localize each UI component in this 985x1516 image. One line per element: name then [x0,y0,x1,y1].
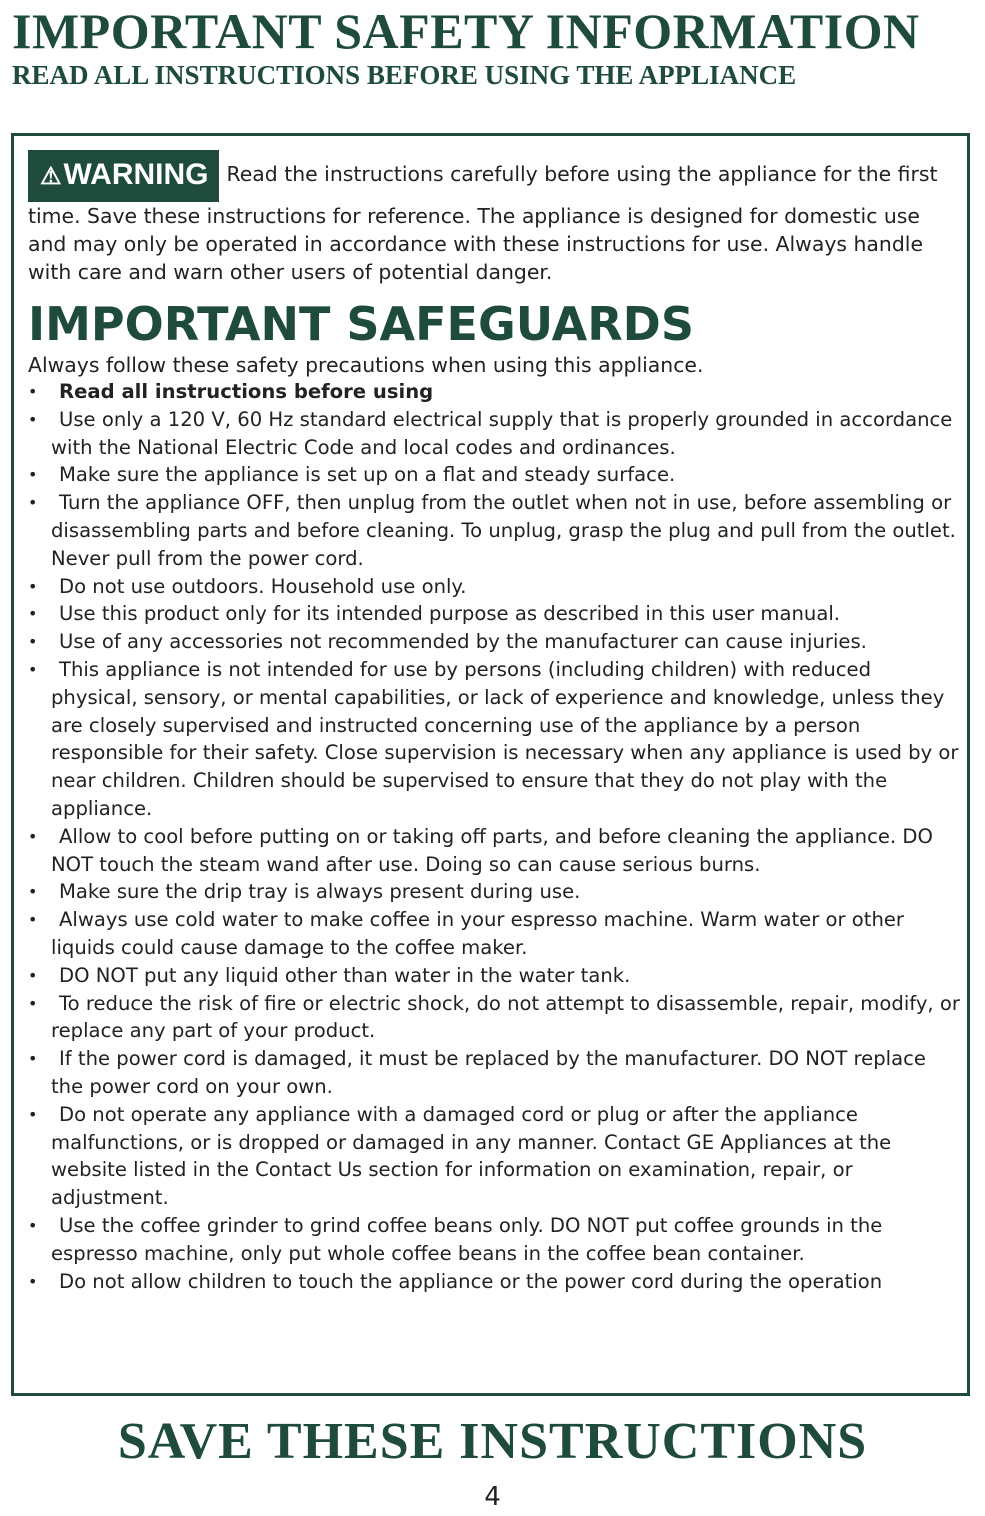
bullet-icon: • [28,382,38,401]
save-instructions-heading: SAVE THESE INSTRUCTIONS [117,1413,868,1470]
safeguards-title: IMPORTANT SAFEGUARDS [28,297,694,351]
bullet-icon: • [28,965,38,985]
list-item: • Use only a 120 V, 60 Hz standard electrical supply that is properly grounded in accordance with the National Electric Code and local codes and ordinances. [28,407,953,459]
list-item: • Do not use outdoors. Household use only. [28,573,963,601]
list-item: • If the power cord is damaged, it must be replaced by the manufacturer. DO NOT replace the power cord on your own. [28,1047,926,1098]
warning-triangle-icon: ⚠ [40,163,62,190]
bullet-icon: • [28,1215,38,1235]
page-title: IMPORTANT SAFETY INFORMATION [12,3,920,59]
safeguards-intro: Always follow these safety precautions when using this appliance. [28,353,704,377]
bullet-icon: • [28,1271,38,1291]
bullet-icon: • [28,826,38,846]
bullet-icon: • [28,493,38,513]
bullet-icon: • [28,632,38,652]
bullet-icon: • [28,882,38,902]
list-item: • Always use cold water to make coffee in your espresso machine. Warm water or other liquids could cause damage to the coffee maker. [28,908,904,959]
list-item: • Allow to cool before putting on or taking off parts, and before cleaning the appliance. DO NOT touch the steam wand after use. Doing so can cause serious burns. [28,824,933,876]
list-item: • DO NOT put any liquid other than water in the water tank. [28,962,963,990]
page-subtitle: READ ALL INSTRUCTIONS BEFORE USING THE APPLIANCE [12,60,797,90]
bullet-icon: • [28,910,38,930]
bullet-icon: • [28,409,38,429]
warning-text: Read the instructions carefully before using the appliance for the first time. Save these instructions for reference. The appliance is designed for domestic use and may only be operated in accordance with these instructions for use. Always handle with care and warn other users of potential danger. [28,162,938,284]
warning-badge-label: WARNING [63,158,209,191]
warning-badge [28,150,219,202]
list-item: • Make sure the appliance is set up on a flat and steady surface. [28,461,963,489]
list-item: • Use of any accessories not recommended by the manufacturer can cause injuries. [28,628,963,656]
bullet-icon: • [28,465,38,485]
list-item: • Use the coffee grinder to grind coffee beans only. DO NOT put coffee grounds in the espresso machine, only put whole coffee beans in the coffee bean container. [28,1213,883,1265]
bullet-icon: • [28,659,38,679]
list-item: • This appliance is not intended for use by persons (including children) with reduced physical, sensory, or mental capabilities, or lack of experience and knowledge, unless they are closely supervised and instructed concerning use of the appliance by a person responsible for their safety. Close supervision is necessary when any appliance is used by or near children. Children should be supervised to ensure that they do not play with the appliance. [28,657,959,820]
safeguards-list [28,378,963,1295]
bullet-icon: • [28,1104,38,1124]
list-item: • To reduce the risk of fire or electric shock, do not attempt to disassemble, repair, modify, or replace any part of your product. [28,991,960,1043]
bullet-icon: • [28,604,38,624]
list-item: • Do not allow children to touch the appliance or the power cord during the operation [28,1268,963,1296]
bullet-icon: • [28,576,38,596]
list-item: • Do not operate any appliance with a damaged cord or plug or after the appliance malfunctions, or is dropped or damaged in any manner. Contact GE Appliances at the website listed in the Contact Us section for information on examination, repair, or adjustment. [28,1102,892,1210]
list-item: • Read all instructions before using [28,378,963,406]
list-item: • Make sure the drip tray is always present during use. [28,878,963,906]
list-item: • Use this product only for its intended purpose as described in this user manual. [28,600,963,628]
safety-content [28,150,963,1295]
page-number: 4 [484,1482,501,1512]
bullet-icon: • [28,993,38,1013]
warning-paragraph [28,150,963,286]
bullet-icon: • [28,1049,38,1069]
list-item: • Turn the appliance OFF, then unplug from the outlet when not in use, before assembling or disassembling parts and before cleaning. To unplug, grasp the plug and pull from the outlet. Never pull from the power cord. [28,491,956,570]
